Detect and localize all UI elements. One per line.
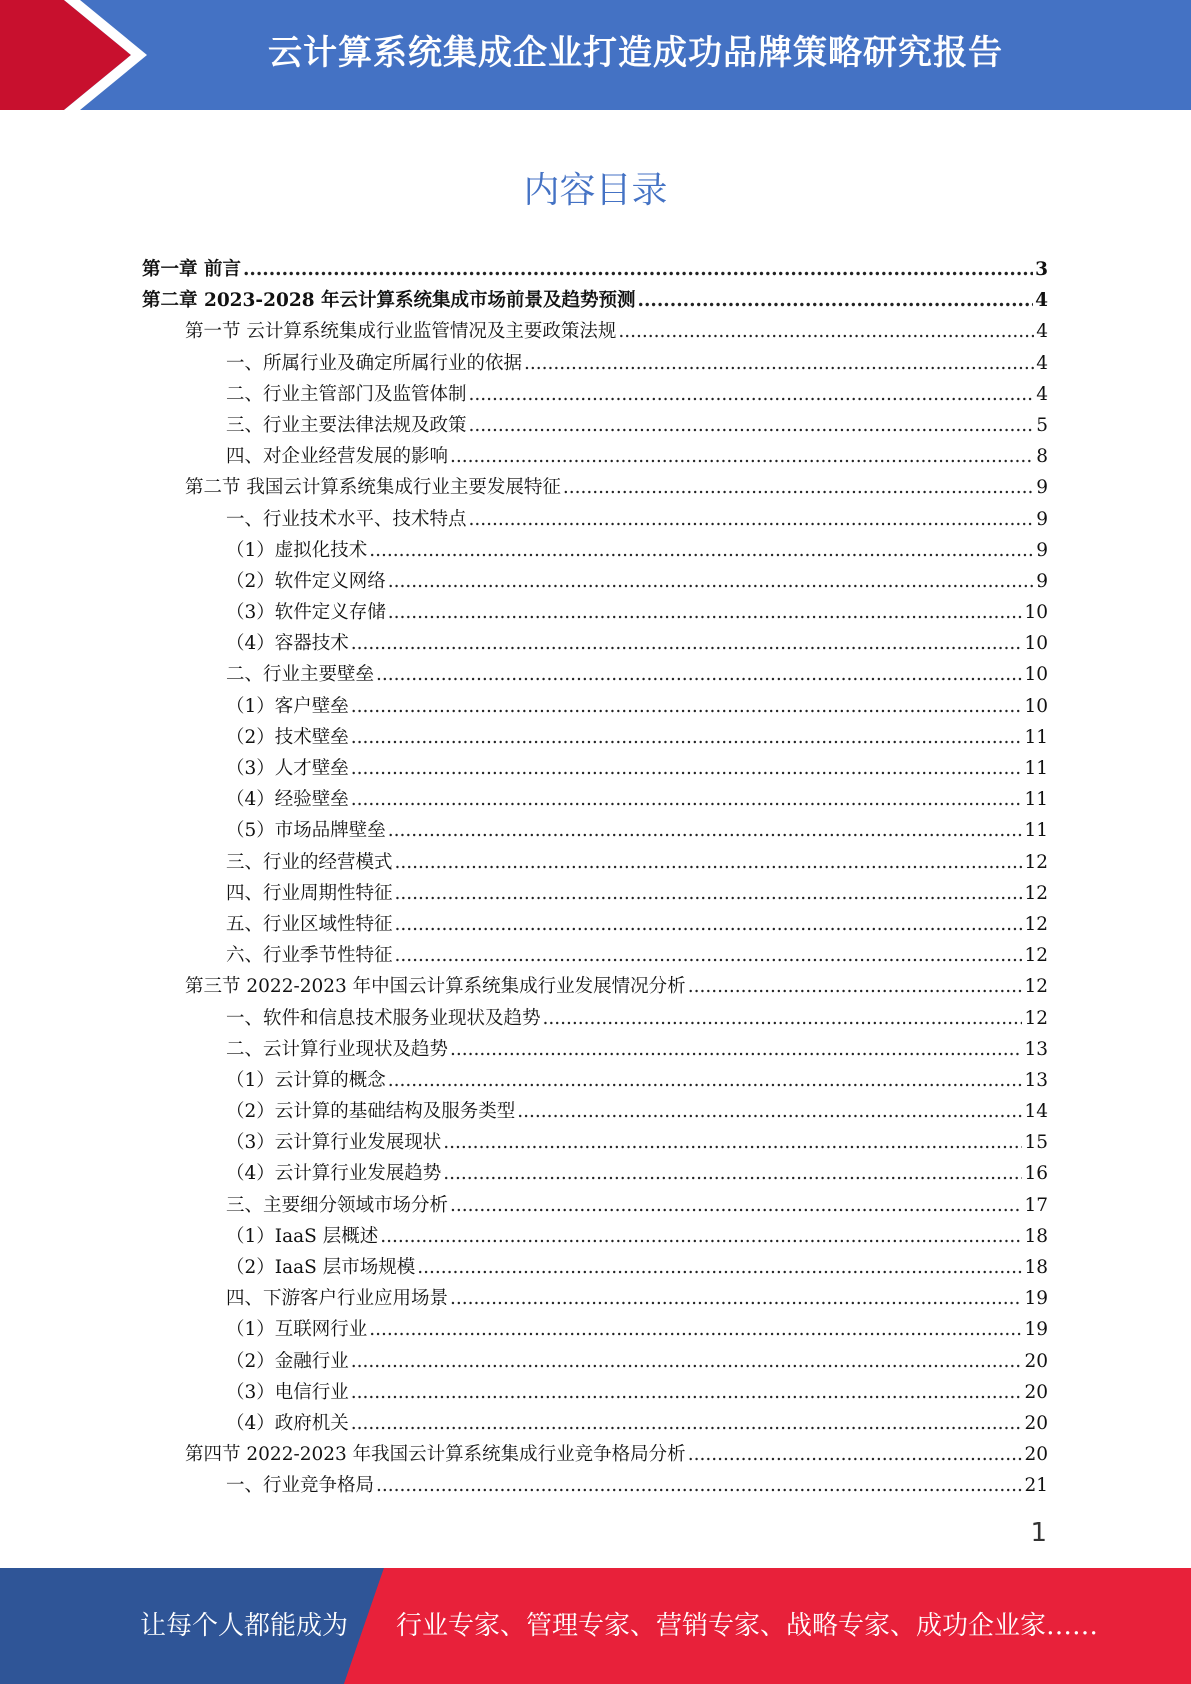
toc-leader-dots (563, 472, 1034, 503)
footer-slogan-roles: 行业专家、管理专家、营销专家、战略专家、成功企业家…… (396, 1611, 1099, 1641)
toc-leader-dots (380, 1221, 1022, 1252)
toc-entry-page: 4 (1036, 383, 1048, 405)
toc-leader-dots (450, 441, 1034, 472)
toc-entry-label: 四、下游客户行业应用场景 (226, 1288, 449, 1310)
toc-leader-dots (388, 815, 1023, 846)
toc-entry[interactable] (142, 504, 1048, 535)
toc-entry-page: 9 (1036, 570, 1048, 592)
toc-leader-dots (351, 628, 1023, 659)
toc-entry[interactable] (142, 1439, 1048, 1470)
page-footer (0, 1568, 1191, 1684)
page-number: 1 (1030, 1518, 1047, 1548)
toc-entry[interactable] (142, 784, 1048, 815)
toc-entry[interactable] (142, 379, 1048, 410)
toc-entry[interactable] (142, 659, 1048, 690)
toc-leader-dots (638, 285, 1034, 316)
toc-leader-dots (351, 784, 1023, 815)
toc-entry-page: 17 (1024, 1194, 1048, 1216)
toc-entry-page: 3 (1035, 259, 1048, 280)
toc-entry-label: （4）云计算行业发展趋势 (226, 1163, 442, 1185)
toc-leader-dots (517, 1096, 1022, 1127)
toc-entry-page: 21 (1024, 1475, 1048, 1497)
toc-entry-label: 一、行业技术水平、技术特点 (226, 508, 467, 530)
toc-leader-dots (524, 348, 1034, 379)
toc-entry[interactable] (142, 691, 1048, 722)
toc-entry-label: （3）人才壁垒 (226, 758, 349, 779)
toc-leader-dots (469, 410, 1035, 441)
toc-leader-dots (469, 504, 1035, 535)
toc-entry[interactable] (142, 441, 1048, 472)
toc-leader-dots (688, 1439, 1023, 1470)
toc-entry-label: 第二节 我国云计算系统集成行业主要发展特征 (185, 477, 561, 499)
toc-entry[interactable] (142, 847, 1048, 878)
toc-leader-dots (369, 1314, 1022, 1345)
toc-entry-page: 20 (1024, 1444, 1048, 1466)
toc-entry-page: 12 (1024, 882, 1048, 904)
toc-entry-label: 三、行业的经营模式 (226, 851, 393, 873)
toc-entry-page: 19 (1024, 1319, 1048, 1341)
toc-leader-dots (388, 597, 1023, 628)
toc-leader-dots (395, 847, 1023, 878)
toc-entry[interactable] (142, 1377, 1048, 1408)
toc-entry-page: 13 (1024, 1069, 1048, 1091)
toc-entry-label: 五、行业区域性特征 (226, 913, 393, 935)
toc-entry[interactable] (142, 348, 1048, 379)
toc-leader-dots (618, 316, 1034, 347)
toc-leader-dots (443, 1158, 1022, 1189)
toc-entry-page: 12 (1024, 1007, 1048, 1029)
toc-entry-label: （3）云计算行业发展现状 (226, 1132, 442, 1154)
toc-entry-label: 第二章 2023-2028 年云计算系统集成市场前景及趋势预测 (142, 290, 636, 312)
toc-entry-label: 第一章 前言 (142, 259, 241, 280)
toc-entry-page: 5 (1036, 414, 1048, 436)
toc-entry-page: 10 (1024, 664, 1048, 686)
toc-entry[interactable] (142, 1314, 1048, 1345)
toc-entry-label: （2）技术壁垒 (226, 726, 349, 748)
toc-entry-page: 12 (1024, 851, 1048, 873)
toc-entry-label: 二、云计算行业现状及趋势 (226, 1038, 449, 1060)
toc-entry[interactable] (142, 1065, 1048, 1096)
toc-entry-label: （1）IaaS 层概述 (226, 1225, 379, 1247)
toc-leader-dots (450, 1190, 1022, 1221)
toc-leader-dots (469, 379, 1035, 410)
toc-leader-dots (688, 971, 1023, 1002)
toc-entry-page: 18 (1024, 1225, 1048, 1247)
toc-leader-dots (351, 691, 1023, 722)
toc-entry[interactable] (142, 722, 1048, 753)
toc-entry[interactable] (142, 1470, 1048, 1501)
toc-entry[interactable] (142, 878, 1048, 909)
toc-entry-label: （3）软件定义存储 (226, 602, 386, 624)
toc-leader-dots (417, 1252, 1022, 1283)
toc-entry-label: 一、软件和信息技术服务业现状及趋势 (226, 1007, 541, 1029)
toc-entry[interactable] (142, 1158, 1048, 1189)
toc-entry[interactable] (142, 535, 1048, 566)
toc-entry-label: 第四节 2022-2023 年我国云计算系统集成行业竞争格局分析 (185, 1444, 686, 1466)
toc-entry[interactable] (142, 1408, 1048, 1439)
toc-entry-label: （1）云计算的概念 (226, 1069, 386, 1091)
toc-leader-dots (395, 909, 1023, 940)
toc-entry-page: 11 (1024, 789, 1048, 811)
footer-slogan-lead: 让每个人都能成为 (140, 1611, 349, 1641)
toc-entry-page: 15 (1024, 1132, 1048, 1154)
toc-entry[interactable] (142, 316, 1048, 347)
toc-entry[interactable] (142, 410, 1048, 441)
toc-entry-page: 9 (1036, 508, 1048, 530)
toc-entry-page: 4 (1035, 290, 1048, 312)
toc-entry[interactable] (142, 1190, 1048, 1221)
toc-entry[interactable] (142, 1003, 1048, 1034)
toc-entry-label: （5）市场品牌壁垒 (226, 820, 386, 842)
toc-leader-dots (369, 535, 1034, 566)
toc-entry[interactable] (142, 1096, 1048, 1127)
toc-heading: 内容目录 (523, 170, 668, 211)
toc-leader-dots (450, 1283, 1022, 1314)
toc-entry-label: 第三节 2022-2023 年中国云计算系统集成行业发展情况分析 (185, 976, 686, 998)
toc-entry[interactable] (142, 1221, 1048, 1252)
toc-entry-page: 8 (1036, 446, 1048, 468)
toc-entry-label: 四、对企业经营发展的影响 (226, 446, 449, 468)
toc-entry-label: 二、行业主管部门及监管体制 (226, 383, 467, 405)
toc-entry-page: 16 (1024, 1163, 1048, 1185)
toc-entry[interactable] (142, 597, 1048, 628)
toc-leader-dots (351, 722, 1023, 753)
toc-entry-page: 12 (1024, 913, 1048, 935)
toc-entry-label: （1）虚拟化技术 (226, 539, 368, 561)
toc-leader-dots (388, 566, 1034, 597)
toc-entry-label: 四、行业周期性特征 (226, 882, 393, 904)
toc-entry-label: 二、行业主要壁垒 (226, 664, 375, 686)
toc-entry-label: 三、主要细分领域市场分析 (226, 1194, 449, 1216)
toc-entry-label: 六、行业季节性特征 (226, 945, 393, 967)
toc-leader-dots (351, 1377, 1023, 1408)
toc-entry[interactable] (142, 753, 1048, 784)
toc-entry-page: 4 (1036, 352, 1048, 374)
toc-entry-page: 20 (1024, 1412, 1048, 1434)
toc-entry-label: 三、行业主要法律法规及政策 (226, 414, 467, 436)
toc-entry-label: 第一节 云计算系统集成行业监管情况及主要政策法规 (185, 321, 617, 343)
toc-entry-label: （4）政府机关 (226, 1412, 349, 1434)
toc-entry-page: 11 (1024, 820, 1048, 842)
toc-entry[interactable] (142, 1346, 1048, 1377)
toc-entry[interactable] (142, 1283, 1048, 1314)
toc-entry-page: 20 (1024, 1381, 1048, 1403)
toc-entry[interactable] (142, 628, 1048, 659)
toc-entry-page: 10 (1024, 695, 1048, 717)
toc-entry-label: 一、行业竞争格局 (226, 1475, 375, 1497)
toc-entry-label: （4）容器技术 (226, 633, 349, 655)
toc-entry[interactable] (142, 1252, 1048, 1283)
toc-entry[interactable] (142, 1127, 1048, 1158)
toc-entry-label: （2）软件定义网络 (226, 570, 386, 592)
toc-leader-dots (351, 1408, 1023, 1439)
toc-entry-page: 19 (1024, 1288, 1048, 1310)
toc-entry-label: （1）互联网行业 (226, 1319, 368, 1341)
toc-entry-page: 10 (1024, 633, 1048, 655)
toc-entry-page: 12 (1024, 945, 1048, 967)
toc-entry-page: 11 (1024, 758, 1048, 779)
toc-entry-label: （2）IaaS 层市场规模 (226, 1257, 416, 1278)
toc-entry-page: 14 (1024, 1101, 1048, 1123)
toc-entry[interactable] (142, 1034, 1048, 1065)
toc-leader-dots (388, 1065, 1023, 1096)
toc-entry-page: 9 (1036, 539, 1048, 561)
header-arrow-decoration (0, 0, 160, 110)
toc-entry[interactable] (142, 940, 1048, 971)
page-header (0, 0, 1191, 110)
toc-entry-page: 4 (1036, 321, 1048, 343)
toc-leader-dots (443, 1127, 1022, 1158)
toc-entry-label: （2）云计算的基础结构及服务类型 (226, 1101, 516, 1123)
toc-leader-dots (376, 659, 1022, 690)
report-title: 云计算系统集成企业打造成功品牌策略研究报告 (268, 33, 1003, 73)
toc-entry[interactable] (142, 971, 1048, 1002)
toc-leader-dots (450, 1034, 1022, 1065)
toc-entry-page: 12 (1024, 976, 1048, 998)
toc-entry-page: 11 (1024, 726, 1048, 748)
toc-entry-page: 10 (1024, 602, 1048, 624)
toc-entry-page: 9 (1036, 477, 1048, 499)
table-of-contents (142, 254, 1048, 1502)
toc-entry[interactable] (142, 566, 1048, 597)
toc-leader-dots (395, 940, 1023, 971)
toc-entry[interactable] (142, 285, 1048, 316)
toc-entry-page: 18 (1024, 1257, 1048, 1278)
toc-leader-dots (376, 1470, 1022, 1501)
toc-leader-dots (543, 1003, 1023, 1034)
toc-leader-dots (351, 753, 1023, 784)
toc-entry-label: 一、所属行业及确定所属行业的依据 (226, 352, 523, 374)
toc-entry[interactable] (142, 815, 1048, 846)
toc-entry-page: 20 (1024, 1350, 1048, 1372)
toc-leader-dots (243, 254, 1033, 285)
toc-entry-page: 13 (1024, 1038, 1048, 1060)
toc-entry[interactable] (142, 254, 1048, 285)
toc-leader-dots (351, 1346, 1023, 1377)
toc-entry[interactable] (142, 909, 1048, 940)
toc-entry-label: （3）电信行业 (226, 1381, 349, 1403)
toc-entry-label: （1）客户壁垒 (226, 695, 349, 717)
toc-entry[interactable] (142, 472, 1048, 503)
toc-leader-dots (395, 878, 1023, 909)
toc-entry-label: （4）经验壁垒 (226, 789, 349, 811)
toc-entry-label: （2）金融行业 (226, 1350, 349, 1372)
